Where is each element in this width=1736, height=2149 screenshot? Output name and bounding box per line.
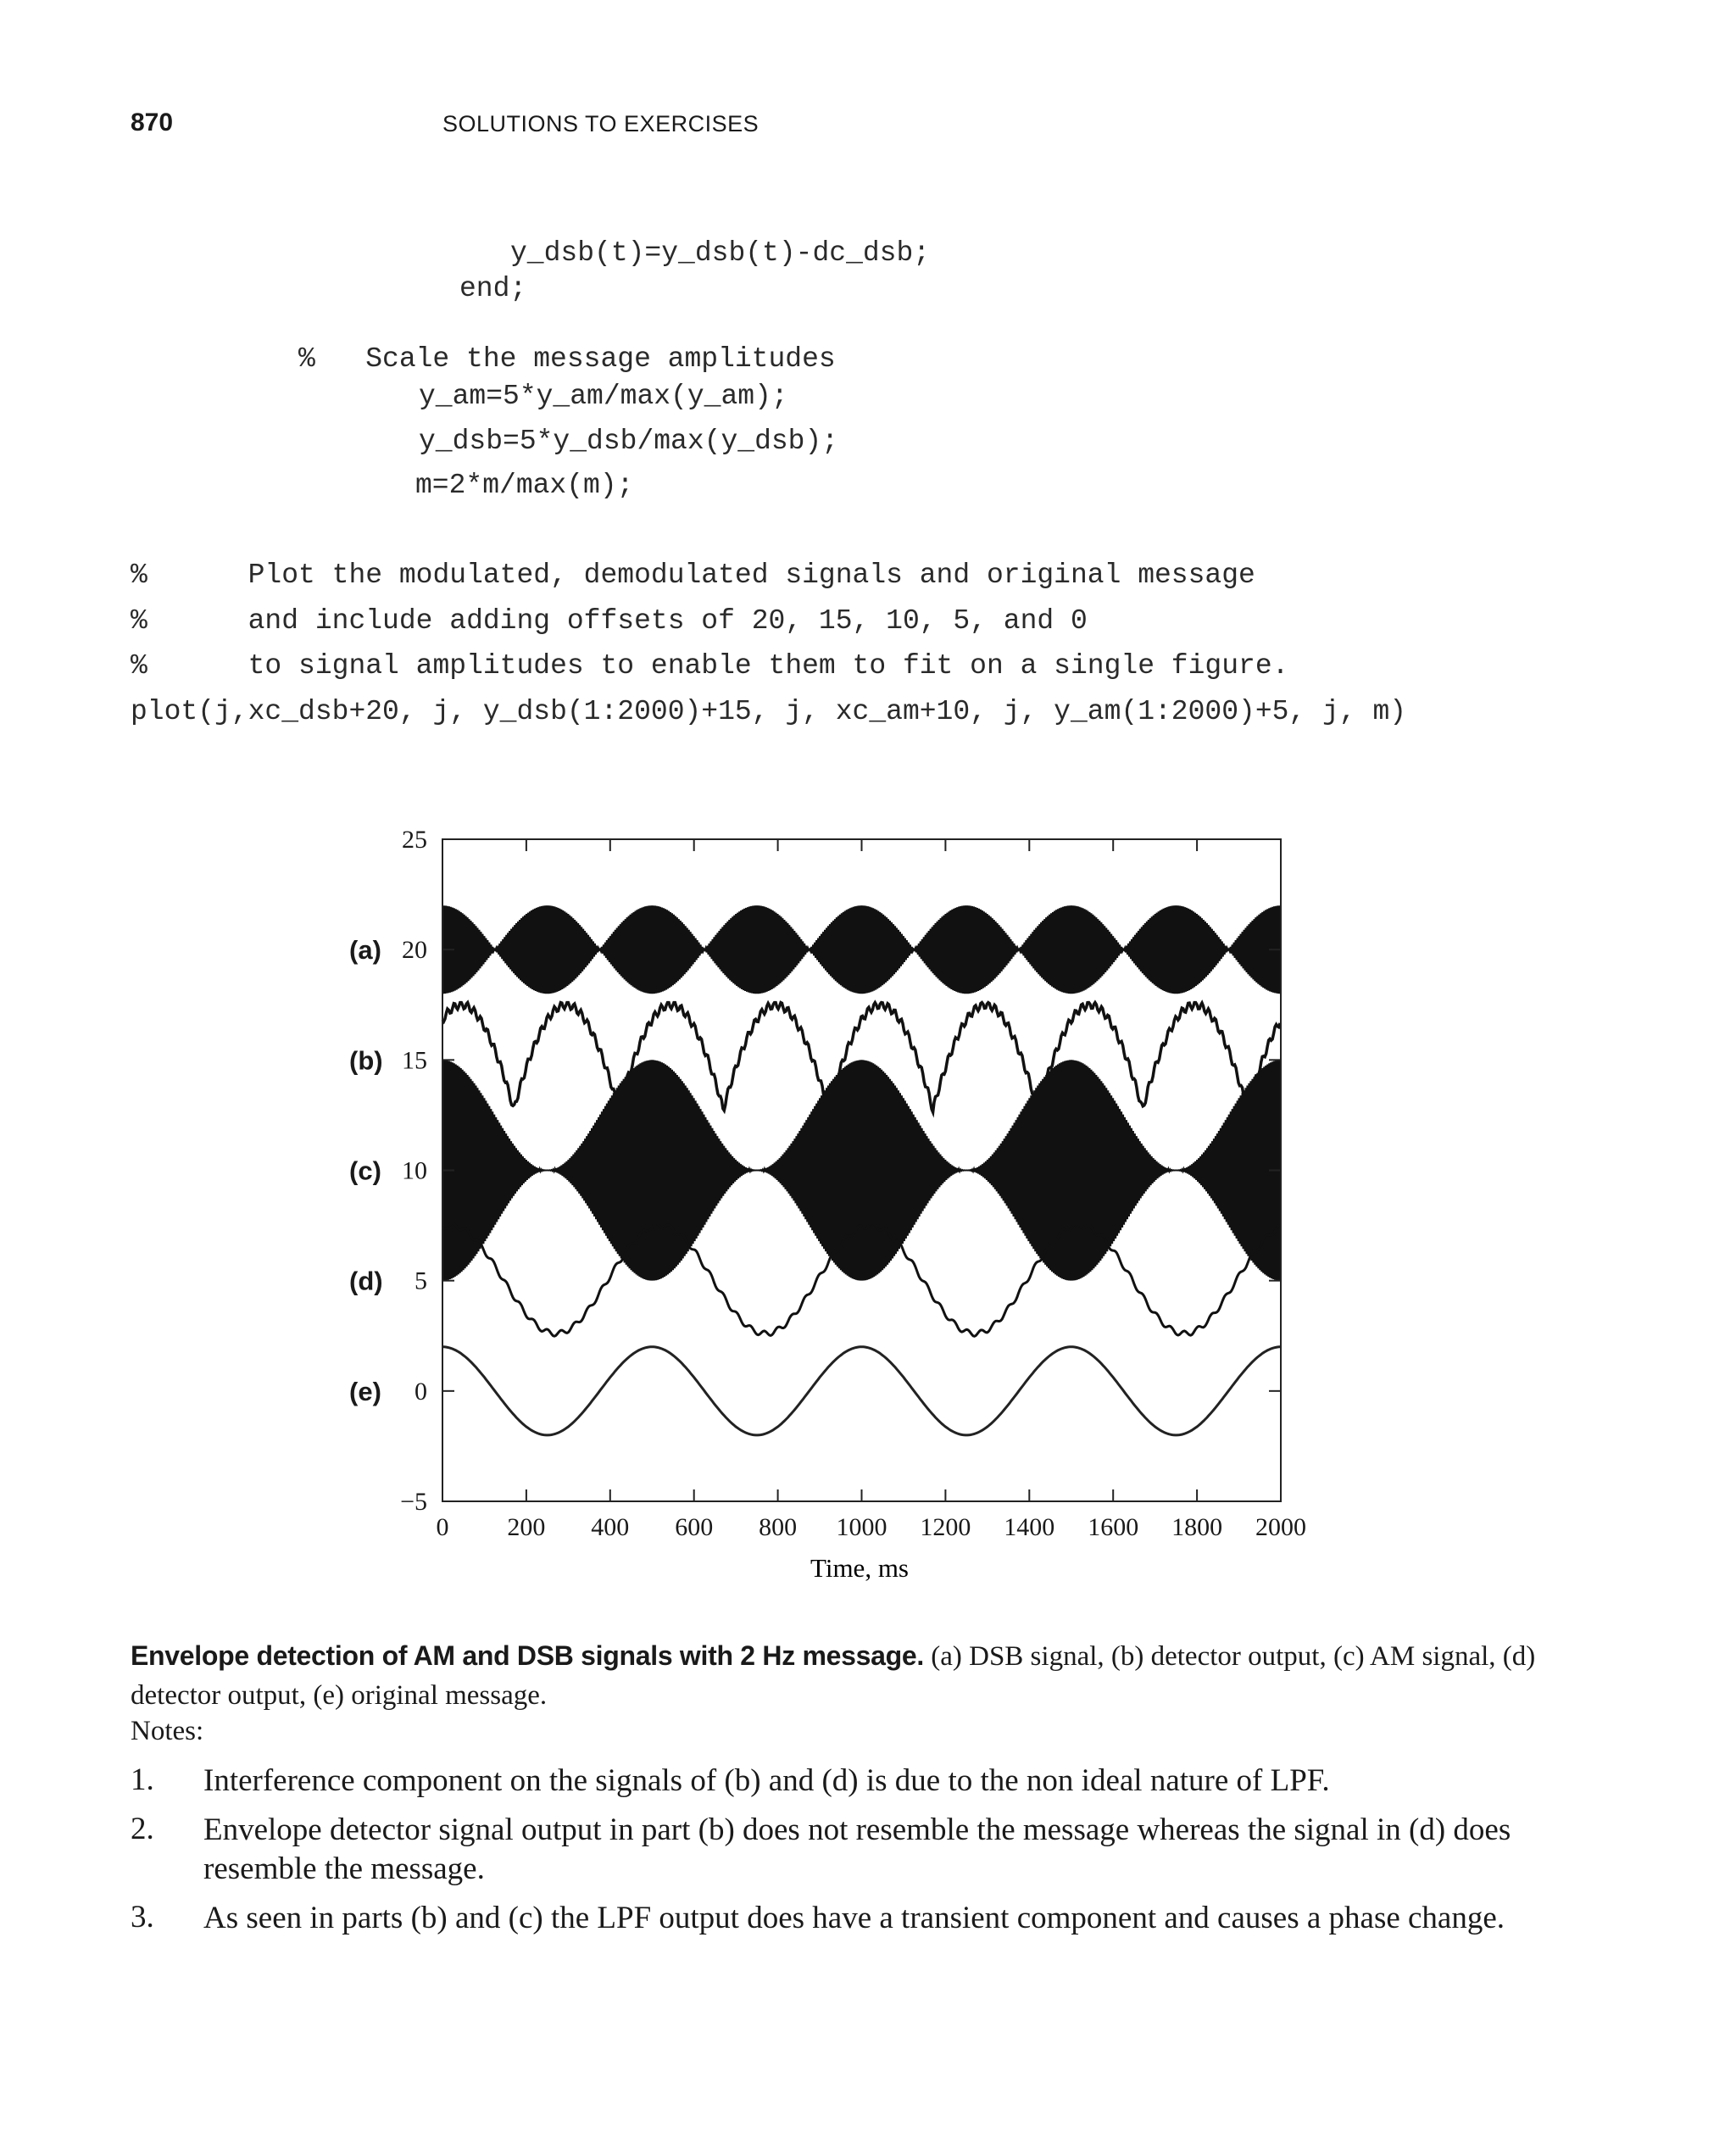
x-tick-label: 800	[759, 1513, 798, 1541]
series-c-am	[442, 1060, 1281, 1280]
y-tick-label: 0	[415, 1377, 427, 1406]
series-label: (a)	[349, 935, 381, 966]
x-axis-label: Time, ms	[810, 1553, 910, 1583]
code-plot-command: plot(j,xc_dsb+20, j, y_dsb(1:2000)+15, j, xc_am+10, j, y_am(1:2000)+5, j, m)	[131, 696, 1407, 727]
note-number-2: 2.	[131, 1812, 154, 1846]
y-tick-label: 15	[402, 1046, 427, 1075]
series-e-message	[442, 1347, 1281, 1435]
x-tick-label: 2000	[1255, 1513, 1306, 1541]
code-line-5: m=2*m/max(m);	[415, 470, 634, 501]
code-comment-plot-2: % and include adding offsets of 20, 15, 10, 5, and 0	[131, 605, 1088, 637]
page-number: 870	[131, 109, 174, 136]
code-line-3: y_am=5*y_am/max(y_am);	[419, 381, 788, 412]
series-label: (d)	[349, 1266, 383, 1296]
y-tick-label: 25	[402, 826, 427, 854]
plot-area	[442, 905, 1281, 1435]
note-text-3: As seen in parts (b) and (c) the LPF output does have a transient component and causes a phase change.	[203, 1901, 1505, 1935]
x-tick-label: 1600	[1088, 1513, 1139, 1541]
note-number-1: 1.	[131, 1762, 154, 1797]
caption-title: Envelope detection of AM and DSB signals with 2 Hz message.	[131, 1640, 924, 1671]
x-tick-label: 0	[436, 1513, 449, 1541]
code-line-2: end;	[459, 273, 527, 304]
y-tick-label: 5	[415, 1267, 427, 1295]
series-label: (b)	[349, 1045, 383, 1076]
y-tick-label: 10	[402, 1156, 427, 1185]
running-head: SOLUTIONS TO EXERCISES	[442, 111, 760, 136]
figure-caption	[131, 1636, 1589, 1715]
code-line-4: y_dsb=5*y_dsb/max(y_dsb);	[419, 426, 839, 457]
notes-heading: Notes:	[131, 1716, 204, 1746]
x-tick-label: 600	[675, 1513, 714, 1541]
code-line-1: y_dsb(t)=y_dsb(t)-dc_dsb;	[510, 237, 931, 269]
x-tick-label: 1000	[836, 1513, 887, 1541]
series-label: (c)	[349, 1155, 381, 1186]
y-tick-label: −5	[400, 1488, 427, 1516]
code-comment-plot-1: % Plot the modulated, demodulated signals and original message	[131, 560, 1255, 591]
y-tick-label: 20	[402, 936, 427, 965]
series-a-dsb	[442, 905, 1281, 994]
x-tick-label: 1400	[1004, 1513, 1055, 1541]
note-text-1: Interference component on the signals of (b) and (d) is due to the non ideal nature of LPF.	[203, 1763, 1330, 1798]
note-text-2: Envelope detector signal output in part (b) does not resemble the message whereas the signal in (d) does resemble the message.	[203, 1812, 1511, 1886]
code-comment-plot-3: % to signal amplitudes to enable them to fit on a single figure.	[131, 650, 1289, 682]
code-comment-scale: % Scale the message amplitudes	[298, 343, 836, 375]
x-tick-label: 1200	[920, 1513, 971, 1541]
x-tick-label: 200	[507, 1513, 546, 1541]
x-tick-label: 1800	[1171, 1513, 1223, 1541]
x-tick-label: 400	[591, 1513, 630, 1541]
series-label: (e)	[349, 1376, 381, 1406]
note-number-3: 3.	[131, 1900, 154, 1935]
caption-text: (a) DSB signal, (b) detector output, (c) AM signal, (d) detector output, (e) original message.	[131, 1641, 1536, 1711]
